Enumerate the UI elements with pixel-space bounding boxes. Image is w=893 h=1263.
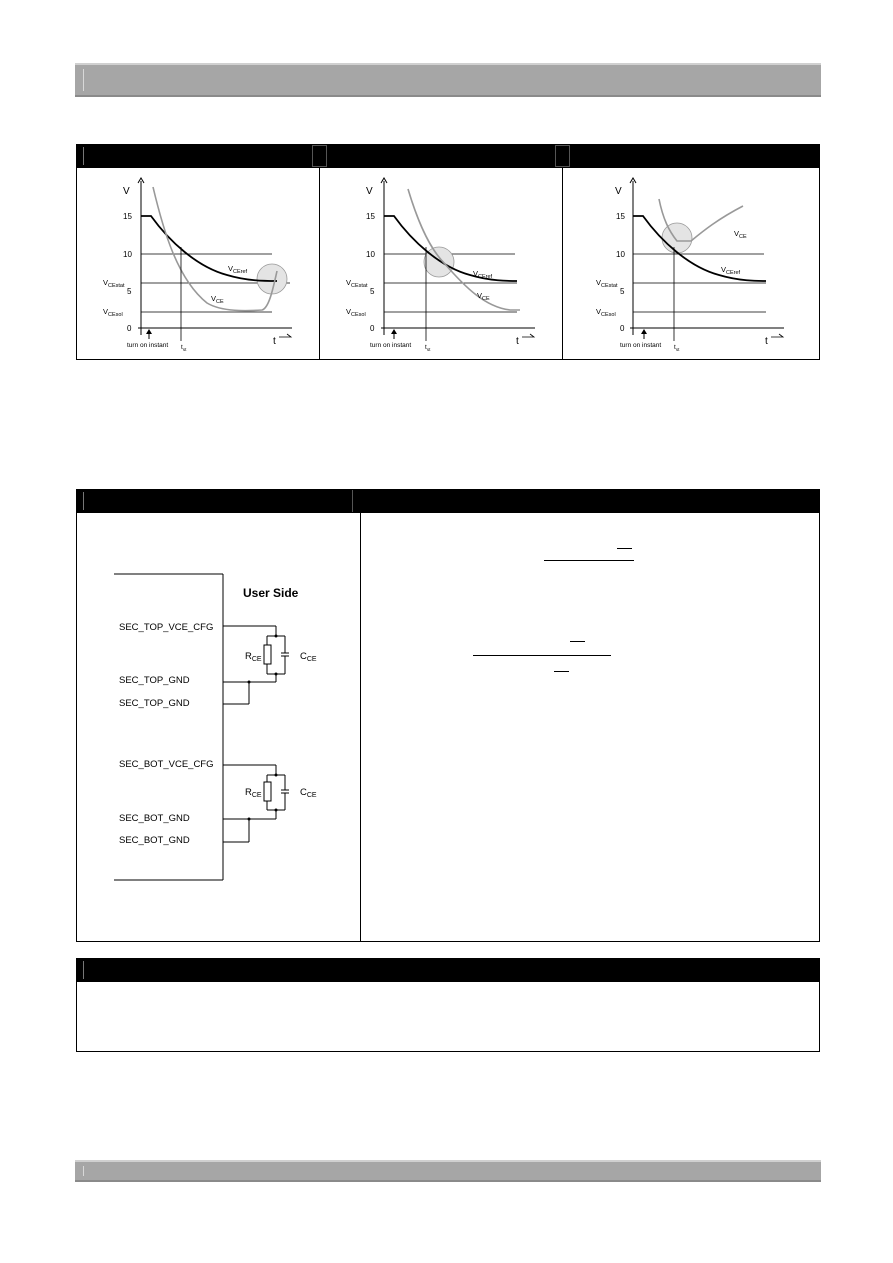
- tick-label-15: 15: [366, 212, 375, 221]
- figure-header-notch-1: [312, 145, 327, 167]
- vcestat-label: $V_{CEstat}$: [596, 278, 618, 289]
- vcestat-label: $V_{CEstat}$: [103, 278, 125, 289]
- tick-label-0: 0: [127, 324, 132, 333]
- time-marker-label: $t_{st}$: [674, 344, 680, 352]
- figure-header-mark: [83, 147, 84, 165]
- vce-label: $V_{CE}$: [211, 294, 224, 305]
- vce-label: $V_{CE}$: [734, 229, 747, 240]
- intersection-highlight: [424, 247, 454, 277]
- figure-header-notch-2: [555, 145, 570, 167]
- vceref-curve: [141, 216, 277, 281]
- top-capacitor-label: $C_{CE}$: [300, 651, 317, 663]
- tick-label-5: 5: [370, 287, 375, 296]
- chart-panel-2: [320, 169, 562, 359]
- pin-sec-top-vce-cfg: SEC_TOP_VCE_CFG: [119, 622, 214, 633]
- formula-1-fraction-line: [544, 560, 634, 561]
- vcesol-label: $V_{CEsol}$: [103, 307, 123, 318]
- vce-label: $V_{CE}$: [477, 291, 490, 302]
- top-resistor: [264, 645, 271, 664]
- vce-curve: [153, 187, 277, 311]
- tick-label-5: 5: [127, 287, 132, 296]
- tick-label-5: 5: [620, 287, 625, 296]
- formula-2-numerator-bar: [570, 641, 585, 642]
- tick-label-0: 0: [620, 324, 625, 333]
- tick-label-10: 10: [123, 250, 132, 259]
- turn-on-label: turn on instant: [127, 342, 169, 349]
- turn-on-label: turn on instant: [620, 342, 662, 349]
- chart-panel-3: [563, 169, 819, 359]
- bot-node-jumper: [248, 818, 251, 821]
- note-header-mark: [83, 961, 84, 979]
- turn-on-label: turn on instant: [370, 342, 412, 349]
- vcestat-label: $V_{CEstat}$: [346, 278, 368, 289]
- pin-sec-bot-gnd-2: SEC_BOT_GND: [119, 835, 190, 846]
- bot-resistor: [264, 782, 271, 801]
- page-header-bar: [75, 63, 821, 97]
- formula-1-numerator-bar: [617, 548, 632, 549]
- y-axis-label: V: [366, 186, 373, 197]
- vce-curve: [659, 199, 743, 241]
- y-axis-label: V: [123, 186, 130, 197]
- schematic-wiring: [77, 514, 359, 941]
- formula-2-fraction-line: [473, 655, 611, 656]
- turn-on-arrowhead: [146, 329, 152, 334]
- header-bar-tick: [83, 69, 84, 91]
- pin-sec-top-gnd-1: SEC_TOP_GND: [119, 675, 190, 686]
- tick-label-10: 10: [366, 250, 375, 259]
- y-axis-label: V: [615, 186, 622, 197]
- x-axis-arrow: [279, 334, 291, 337]
- schematic-header-mark: [83, 492, 84, 510]
- tick-label-10: 10: [616, 250, 625, 259]
- formula-2-denominator-bar: [554, 671, 569, 672]
- top-node-gnd: [275, 673, 278, 676]
- time-marker-label: $t_{st}$: [425, 344, 431, 352]
- vcesol-label: $V_{CEsol}$: [596, 307, 616, 318]
- top-node-vce: [275, 635, 278, 638]
- bot-capacitor-label: $C_{CE}$: [300, 787, 317, 799]
- tick-label-0: 0: [370, 324, 375, 333]
- page-footer-bar: [75, 1160, 821, 1182]
- figure-header-bar: [76, 144, 820, 168]
- bot-node-vce: [275, 774, 278, 777]
- bot-node-gnd: [275, 809, 278, 812]
- vceref-label: $V_{CEref}$: [721, 265, 741, 276]
- vceref-curve: [633, 216, 766, 281]
- tick-label-15: 15: [123, 212, 132, 221]
- vcesol-label: $V_{CEsol}$: [346, 307, 366, 318]
- user-side-label: User Side: [243, 586, 299, 600]
- schematic-header-split: [352, 490, 368, 512]
- x-axis-arrow: [522, 334, 534, 337]
- chart-panel-1: [77, 169, 319, 359]
- top-resistor-label: $R_{CE}$: [245, 651, 262, 663]
- x-axis-arrow: [771, 334, 783, 337]
- vceref-label: $V_{CEref}$: [228, 264, 248, 275]
- schematic-header-bar: [76, 489, 820, 513]
- bot-resistor-label: $R_{CE}$: [245, 787, 262, 799]
- tick-label-15: 15: [616, 212, 625, 221]
- intersection-highlight: [662, 223, 692, 253]
- top-node-jumper: [248, 681, 251, 684]
- x-axis-label: t: [765, 336, 768, 347]
- footer-bar-tick: [83, 1166, 84, 1176]
- schematic-divider: [360, 513, 361, 942]
- pin-sec-top-gnd-2: SEC_TOP_GND: [119, 698, 190, 709]
- note-header-bar: [76, 958, 820, 982]
- turn-on-arrowhead: [641, 329, 647, 334]
- x-axis-label: t: [516, 336, 519, 347]
- time-marker-label: $t_{st}$: [181, 344, 187, 352]
- x-axis-label: t: [273, 336, 276, 347]
- pin-sec-bot-vce-cfg: SEC_BOT_VCE_CFG: [119, 759, 214, 770]
- vceref-label: $V_{CEref}$: [473, 269, 493, 280]
- pin-sec-bot-gnd-1: SEC_BOT_GND: [119, 813, 190, 824]
- turn-on-arrowhead: [391, 329, 397, 334]
